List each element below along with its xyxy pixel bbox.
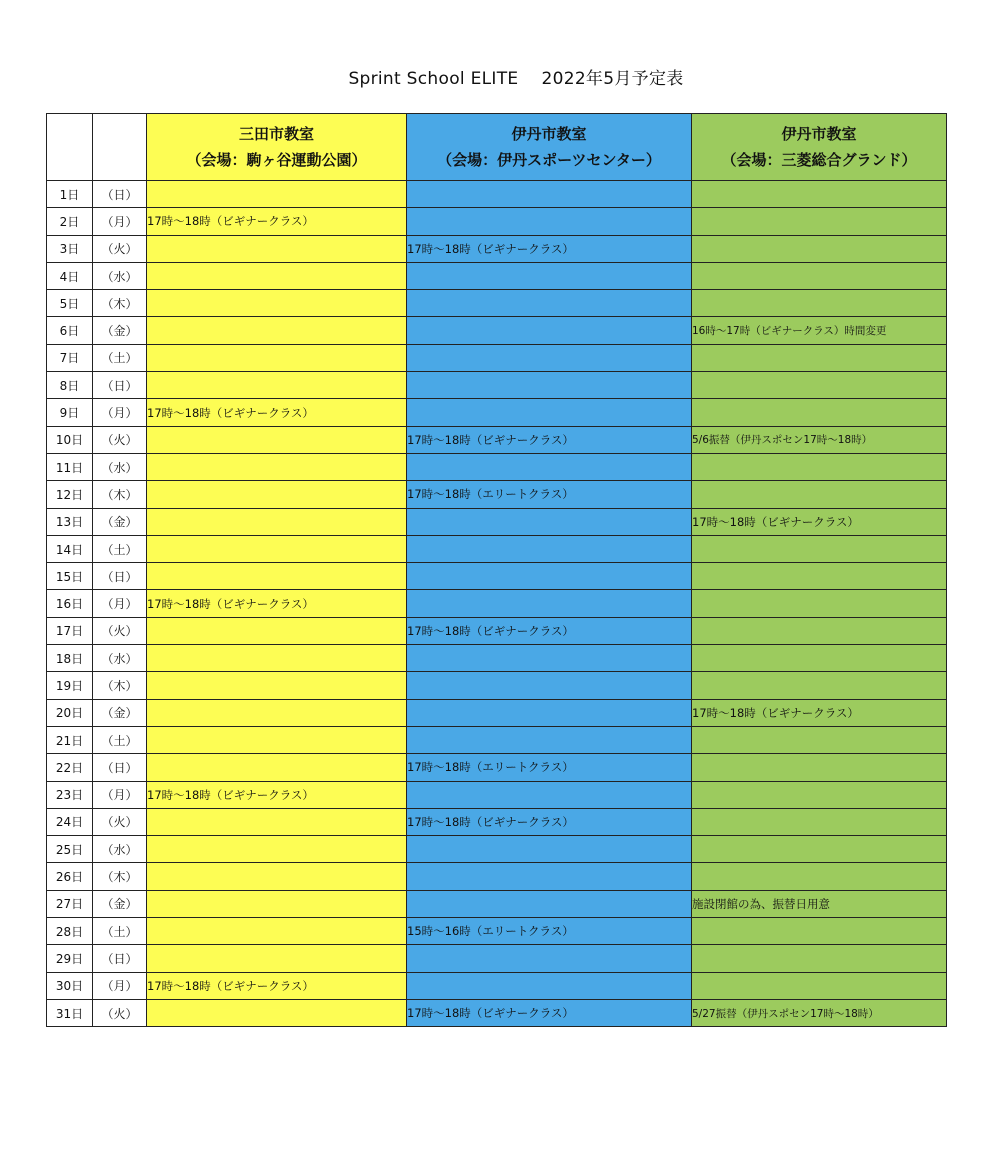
date-cell: 22日 xyxy=(47,754,93,781)
date-cell: 29日 xyxy=(47,945,93,972)
weekday-cell: （土） xyxy=(93,726,147,753)
itami-mitsubishi-event-cell xyxy=(692,945,947,972)
header-itami-sports-center xyxy=(407,114,692,181)
date-cell: 25日 xyxy=(47,836,93,863)
date-cell: 23日 xyxy=(47,781,93,808)
table-row xyxy=(47,262,947,289)
table-row xyxy=(47,890,947,917)
itami-mitsubishi-event-cell xyxy=(692,208,947,235)
table-row xyxy=(47,781,947,808)
itami-mitsubishi-event-cell xyxy=(692,181,947,208)
itami-sports-center-event-cell xyxy=(407,317,692,344)
table-row xyxy=(47,181,947,208)
itami-mitsubishi-event-cell xyxy=(692,262,947,289)
itami-mitsubishi-event-cell xyxy=(692,972,947,999)
sanda-event-cell xyxy=(147,836,407,863)
itami-mitsubishi-event-cell xyxy=(692,453,947,480)
table-row xyxy=(47,535,947,562)
itami-sports-center-event-cell xyxy=(407,863,692,890)
weekday-cell: （火） xyxy=(93,808,147,835)
date-cell: 21日 xyxy=(47,726,93,753)
date-cell: 27日 xyxy=(47,890,93,917)
header-classroom-name: 伊丹市教室 xyxy=(511,125,587,143)
weekday-cell: （金） xyxy=(93,699,147,726)
date-cell: 12日 xyxy=(47,481,93,508)
itami-sports-center-event-cell xyxy=(407,181,692,208)
itami-sports-center-event-cell: 17時～18時（ビギナークラス） xyxy=(407,999,692,1026)
itami-sports-center-event-cell: 17時～18時（エリートクラス） xyxy=(407,754,692,781)
itami-mitsubishi-event-cell xyxy=(692,754,947,781)
itami-sports-center-event-cell xyxy=(407,508,692,535)
sanda-event-cell xyxy=(147,508,407,535)
weekday-cell: （火） xyxy=(93,999,147,1026)
date-cell: 16日 xyxy=(47,590,93,617)
itami-mitsubishi-event-cell xyxy=(692,399,947,426)
sanda-event-cell xyxy=(147,999,407,1026)
header-venue: （会場：三菱総合グランド） xyxy=(721,151,917,169)
weekday-cell: （日） xyxy=(93,754,147,781)
header-venue: （会場：伊丹スポーツセンター） xyxy=(437,151,661,169)
header-sanda xyxy=(147,114,407,181)
sanda-event-cell xyxy=(147,617,407,644)
itami-sports-center-event-cell xyxy=(407,972,692,999)
itami-mitsubishi-event-cell xyxy=(692,235,947,262)
table-row xyxy=(47,699,947,726)
weekday-cell: （金） xyxy=(93,890,147,917)
date-cell: 5日 xyxy=(47,290,93,317)
sanda-event-cell xyxy=(147,918,407,945)
itami-mitsubishi-event-cell: 5/6振替（伊丹スポセン17時～18時） xyxy=(692,426,947,453)
itami-mitsubishi-event-cell xyxy=(692,372,947,399)
itami-sports-center-event-cell xyxy=(407,781,692,808)
sanda-event-cell xyxy=(147,699,407,726)
itami-sports-center-event-cell xyxy=(407,672,692,699)
itami-mitsubishi-event-cell xyxy=(692,808,947,835)
date-cell: 28日 xyxy=(47,918,93,945)
sanda-event-cell xyxy=(147,672,407,699)
weekday-cell: （火） xyxy=(93,426,147,453)
table-row xyxy=(47,508,947,535)
page-title: Sprint School ELITE 2022年5月予定表 xyxy=(348,69,684,89)
date-cell: 19日 xyxy=(47,672,93,699)
table-row xyxy=(47,918,947,945)
table-row xyxy=(47,999,947,1026)
itami-mitsubishi-event-cell xyxy=(692,645,947,672)
table-row xyxy=(47,372,947,399)
itami-mitsubishi-event-cell xyxy=(692,563,947,590)
date-cell: 3日 xyxy=(47,235,93,262)
sanda-event-cell: 17時～18時（ビギナークラス） xyxy=(147,781,407,808)
weekday-cell: （日） xyxy=(93,372,147,399)
sanda-event-cell xyxy=(147,645,407,672)
table-row xyxy=(47,754,947,781)
weekday-cell: （金） xyxy=(93,317,147,344)
header-row xyxy=(47,114,947,181)
itami-sports-center-event-cell xyxy=(407,563,692,590)
sanda-event-cell xyxy=(147,863,407,890)
itami-mitsubishi-event-cell xyxy=(692,836,947,863)
itami-sports-center-event-cell xyxy=(407,699,692,726)
sanda-event-cell xyxy=(147,262,407,289)
table-row xyxy=(47,726,947,753)
weekday-cell: （水） xyxy=(93,836,147,863)
sanda-event-cell xyxy=(147,563,407,590)
date-cell: 9日 xyxy=(47,399,93,426)
sanda-event-cell xyxy=(147,235,407,262)
itami-sports-center-event-cell: 17時～18時（ビギナークラス） xyxy=(407,808,692,835)
weekday-cell: （木） xyxy=(93,672,147,699)
itami-mitsubishi-event-cell xyxy=(692,590,947,617)
table-row xyxy=(47,481,947,508)
itami-mitsubishi-event-cell: 5/27振替（伊丹スポセン17時～18時） xyxy=(692,999,947,1026)
weekday-cell: （火） xyxy=(93,235,147,262)
sanda-event-cell xyxy=(147,372,407,399)
weekday-cell: （水） xyxy=(93,453,147,480)
sanda-event-cell xyxy=(147,890,407,917)
date-cell: 15日 xyxy=(47,563,93,590)
itami-sports-center-event-cell xyxy=(407,890,692,917)
table-row xyxy=(47,808,947,835)
table-row xyxy=(47,672,947,699)
date-cell: 7日 xyxy=(47,344,93,371)
sanda-event-cell xyxy=(147,535,407,562)
schedule-table xyxy=(46,113,947,1027)
weekday-cell: （日） xyxy=(93,945,147,972)
weekday-cell: （月） xyxy=(93,972,147,999)
sanda-event-cell xyxy=(147,181,407,208)
itami-sports-center-event-cell xyxy=(407,945,692,972)
itami-sports-center-event-cell xyxy=(407,372,692,399)
itami-sports-center-event-cell xyxy=(407,344,692,371)
table-row xyxy=(47,617,947,644)
date-cell: 20日 xyxy=(47,699,93,726)
table-row xyxy=(47,863,947,890)
itami-mitsubishi-event-cell xyxy=(692,481,947,508)
itami-sports-center-event-cell xyxy=(407,645,692,672)
weekday-cell: （土） xyxy=(93,535,147,562)
date-cell: 18日 xyxy=(47,645,93,672)
date-cell: 11日 xyxy=(47,453,93,480)
itami-mitsubishi-event-cell xyxy=(692,918,947,945)
weekday-cell: （水） xyxy=(93,645,147,672)
table-row xyxy=(47,453,947,480)
date-cell: 26日 xyxy=(47,863,93,890)
itami-mitsubishi-event-cell xyxy=(692,617,947,644)
sanda-event-cell: 17時～18時（ビギナークラス） xyxy=(147,972,407,999)
weekday-cell: （土） xyxy=(93,344,147,371)
itami-mitsubishi-event-cell: 17時～18時（ビギナークラス） xyxy=(692,508,947,535)
header-blank xyxy=(47,114,93,181)
itami-sports-center-event-cell xyxy=(407,208,692,235)
header-venue: （会場：駒ヶ谷運動公園） xyxy=(186,151,367,169)
itami-sports-center-event-cell xyxy=(407,262,692,289)
sanda-event-cell xyxy=(147,426,407,453)
weekday-cell: （月） xyxy=(93,399,147,426)
itami-sports-center-event-cell xyxy=(407,590,692,617)
weekday-cell: （金） xyxy=(93,508,147,535)
itami-sports-center-event-cell xyxy=(407,535,692,562)
itami-sports-center-event-cell: 17時～18時（エリートクラス） xyxy=(407,481,692,508)
header-blank xyxy=(93,114,147,181)
header-itami-mitsubishi xyxy=(692,114,947,181)
table-row xyxy=(47,235,947,262)
weekday-cell: （木） xyxy=(93,481,147,508)
itami-sports-center-event-cell xyxy=(407,726,692,753)
date-cell: 4日 xyxy=(47,262,93,289)
table-row xyxy=(47,426,947,453)
itami-mitsubishi-event-cell xyxy=(692,672,947,699)
date-cell: 31日 xyxy=(47,999,93,1026)
weekday-cell: （月） xyxy=(93,590,147,617)
itami-mitsubishi-event-cell xyxy=(692,344,947,371)
table-row xyxy=(47,344,947,371)
table-row xyxy=(47,836,947,863)
sanda-event-cell xyxy=(147,945,407,972)
weekday-cell: （月） xyxy=(93,781,147,808)
date-cell: 13日 xyxy=(47,508,93,535)
table-row xyxy=(47,399,947,426)
date-cell: 30日 xyxy=(47,972,93,999)
weekday-cell: （火） xyxy=(93,617,147,644)
sanda-event-cell xyxy=(147,290,407,317)
sanda-event-cell xyxy=(147,453,407,480)
itami-sports-center-event-cell: 15時～16時（エリートクラス） xyxy=(407,918,692,945)
itami-sports-center-event-cell xyxy=(407,399,692,426)
sanda-event-cell: 17時～18時（ビギナークラス） xyxy=(147,208,407,235)
sanda-event-cell xyxy=(147,726,407,753)
date-cell: 24日 xyxy=(47,808,93,835)
sanda-event-cell xyxy=(147,754,407,781)
date-cell: 8日 xyxy=(47,372,93,399)
table-row xyxy=(47,945,947,972)
table-row xyxy=(47,645,947,672)
table-row xyxy=(47,290,947,317)
table-row xyxy=(47,563,947,590)
itami-mitsubishi-event-cell: 施設閉館の為、振替日用意 xyxy=(692,890,947,917)
sanda-event-cell xyxy=(147,481,407,508)
weekday-cell: （木） xyxy=(93,290,147,317)
weekday-cell: （日） xyxy=(93,563,147,590)
itami-mitsubishi-event-cell xyxy=(692,863,947,890)
itami-mitsubishi-event-cell xyxy=(692,781,947,808)
table-row xyxy=(47,208,947,235)
table-row xyxy=(47,317,947,344)
date-cell: 17日 xyxy=(47,617,93,644)
table-row xyxy=(47,972,947,999)
sanda-event-cell xyxy=(147,344,407,371)
date-cell: 1日 xyxy=(47,181,93,208)
date-cell: 6日 xyxy=(47,317,93,344)
itami-mitsubishi-event-cell xyxy=(692,535,947,562)
itami-mitsubishi-event-cell: 16時～17時（ビギナークラス）時間変更 xyxy=(692,317,947,344)
sanda-event-cell: 17時～18時（ビギナークラス） xyxy=(147,399,407,426)
header-classroom-name: 伊丹市教室 xyxy=(781,125,857,143)
sanda-event-cell: 17時～18時（ビギナークラス） xyxy=(147,590,407,617)
weekday-cell: （月） xyxy=(93,208,147,235)
itami-sports-center-event-cell xyxy=(407,290,692,317)
sanda-event-cell xyxy=(147,808,407,835)
header-classroom-name: 三田市教室 xyxy=(238,125,314,143)
date-cell: 10日 xyxy=(47,426,93,453)
table-row xyxy=(47,590,947,617)
weekday-cell: （土） xyxy=(93,918,147,945)
sanda-event-cell xyxy=(147,317,407,344)
itami-sports-center-event-cell: 17時～18時（ビギナークラス） xyxy=(407,426,692,453)
itami-sports-center-event-cell: 17時～18時（ビギナークラス） xyxy=(407,617,692,644)
itami-sports-center-event-cell xyxy=(407,453,692,480)
weekday-cell: （水） xyxy=(93,262,147,289)
itami-sports-center-event-cell xyxy=(407,836,692,863)
date-cell: 14日 xyxy=(47,535,93,562)
itami-mitsubishi-event-cell xyxy=(692,290,947,317)
itami-mitsubishi-event-cell: 17時～18時（ビギナークラス） xyxy=(692,699,947,726)
date-cell: 2日 xyxy=(47,208,93,235)
weekday-cell: （日） xyxy=(93,181,147,208)
itami-mitsubishi-event-cell xyxy=(692,726,947,753)
weekday-cell: （木） xyxy=(93,863,147,890)
itami-sports-center-event-cell: 17時～18時（ビギナークラス） xyxy=(407,235,692,262)
